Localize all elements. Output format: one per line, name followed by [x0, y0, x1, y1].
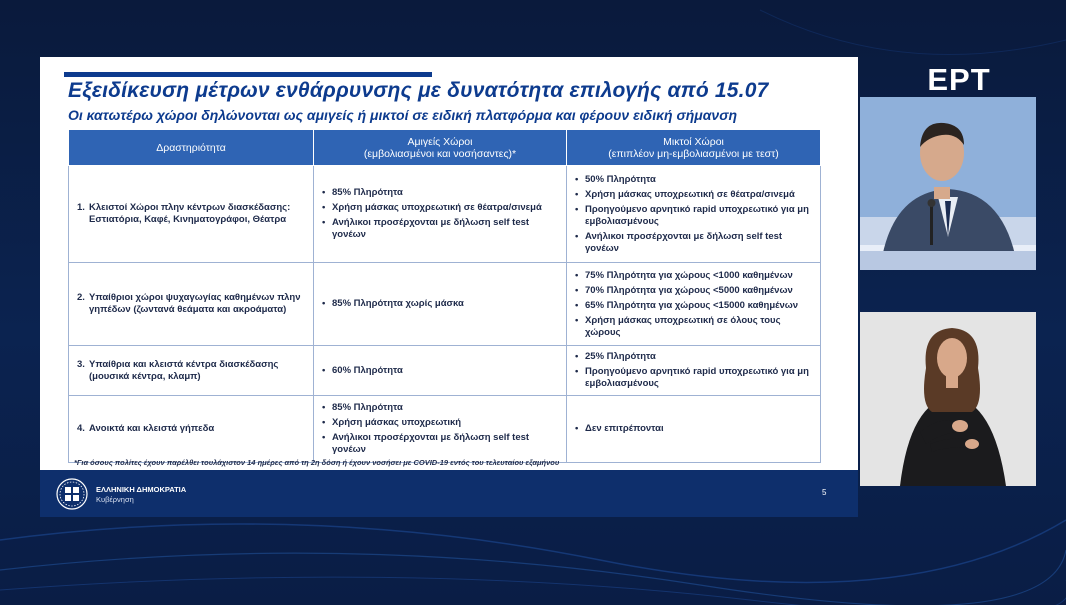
activity-text: Υπαίθριοι χώροι ψυχαγωγίας καθημένων πλην γηπέδων (ζωντανά θεάματα και ακροάματα) [89, 292, 301, 315]
list-item: • Ανήλικοι προσέρχονται με δήλωση self test γονέων [320, 432, 560, 456]
list-item: • 25% Πληρότητα [573, 351, 814, 363]
list-item: • 75% Πληρότητα για χώρους <1000 καθημένων [573, 270, 814, 282]
header-amigeis-note: (εμβολιασμένοι και νοσήσαντες)* [363, 147, 517, 160]
table-header-row [69, 130, 821, 166]
activity-cell [69, 346, 314, 396]
sign-language-interpreter-icon [860, 312, 1036, 486]
slide-subtitle: Οι κατωτέρω χώροι δηλώνονται ως αμιγείς ή μικτοί σε ειδική πλατφόρμα και φέρουν ειδική σήμανση [68, 107, 738, 123]
slide-footer [40, 470, 858, 517]
presentation-slide [40, 57, 858, 517]
activity-cell [69, 166, 314, 263]
ert-logo: ΕΡΤ [927, 62, 991, 97]
list-item: • 85% Πληρότητα [320, 402, 560, 414]
greek-government-emblem-icon [56, 478, 88, 510]
activity-cell [69, 396, 314, 463]
list-item: • Χρήση μάσκας υποχρεωτική σε όλους τους χώρους [573, 315, 814, 339]
row-number: 1. [77, 202, 85, 213]
amigeis-cell [314, 346, 567, 396]
row-number: 3. [77, 358, 85, 370]
header-activity [69, 130, 314, 166]
list-item: • Δεν επιτρέπονται [573, 423, 814, 435]
list-item: • Χρήση μάσκας υποχρεωτική [320, 417, 560, 429]
list-item: • Προηγούμενο αρνητικό rapid υποχρεωτικό για μη εμβολιασμένους [573, 204, 814, 228]
government-name: ΕΛΛΗΝΙΚΗ ΔΗΜΟΚΡΑΤΙΑ [96, 485, 187, 494]
header-activity-label: Δραστηριότητα [156, 141, 226, 154]
header-amigeis-label: Αμιγείς Χώροι [407, 135, 473, 148]
miktoi-cell [567, 263, 821, 346]
amigeis-cell [314, 396, 567, 463]
list-item: • 85% Πληρότητα [320, 187, 560, 199]
header-miktoi-note: (επιπλέον μη-εμβολιασμένοι με τεστ) [608, 147, 779, 160]
list-item: • Ανήλικοι προσέρχονται με δήλωση self test γονέων [573, 231, 814, 255]
activity-text: Υπαίθρια και κλειστά κέντρα διασκέδασης (μουσικά κέντρα, κλαμπ) [89, 358, 279, 382]
list-item: • 85% Πληρότητα χωρίς μάσκα [320, 298, 560, 310]
page-number: 5 [822, 488, 827, 497]
measures-table [68, 129, 821, 463]
list-item: • Χρήση μάσκας υποχρεωτική σε θέατρα/σινεμά [320, 202, 560, 214]
sign-language-video-feed [860, 312, 1036, 486]
activity-cell [69, 263, 314, 346]
table-row [69, 346, 821, 396]
row-number: 4. [77, 423, 85, 434]
table-row [69, 263, 821, 346]
header-miktoi-label: Μικτοί Χώροι [663, 135, 724, 148]
table-row [69, 166, 821, 263]
header-miktoi [567, 130, 821, 166]
miktoi-cell [567, 346, 821, 396]
list-item: • 60% Πληρότητα [320, 365, 560, 377]
title-accent-bar [64, 72, 432, 77]
list-item: • Ανήλικοι προσέρχονται με δήλωση self test γονέων [320, 217, 560, 241]
header-amigeis [314, 130, 567, 166]
table-row [69, 396, 821, 463]
footnote: *Για όσους πολίτες έχουν παρέλθει τουλάχιστον 14 ημέρες από τη 2η δόση ή έχουν νοσήσει με COVID-19 εντός του τελευταίου εξαμήνου [74, 458, 560, 467]
slide-title: Εξειδίκευση μέτρων ενθάρρυνσης με δυνατότητα επιλογής από 15.07 [68, 79, 769, 102]
speaker-figure-icon [860, 97, 1036, 270]
speaker-video-feed [860, 97, 1036, 270]
amigeis-cell [314, 166, 567, 263]
activity-text: Κλειστοί Χώροι πλην κέντρων διασκέδασης: Εστιατόρια, Καφέ, Κινηματογράφοι, Θέατρα [89, 202, 291, 225]
list-item: • Προηγούμενο αρνητικό rapid υποχρεωτικό για μη εμβολιασμένους [573, 366, 814, 390]
list-item: • Χρήση μάσκας υποχρεωτική σε θέατρα/σινεμά [573, 189, 814, 201]
miktoi-cell [567, 166, 821, 263]
list-item: • 65% Πληρότητα για χώρους <15000 καθημένων [573, 300, 814, 312]
list-item: • 70% Πληρότητα για χώρους <5000 καθημένων [573, 285, 814, 297]
activity-text: Ανοικτά και κλειστά γήπεδα [89, 423, 215, 434]
row-number: 2. [77, 292, 85, 303]
government-subtitle: Κυβέρνηση [96, 495, 134, 504]
list-item: • 50% Πληρότητα [573, 174, 814, 186]
miktoi-cell [567, 396, 821, 463]
amigeis-cell [314, 263, 567, 346]
